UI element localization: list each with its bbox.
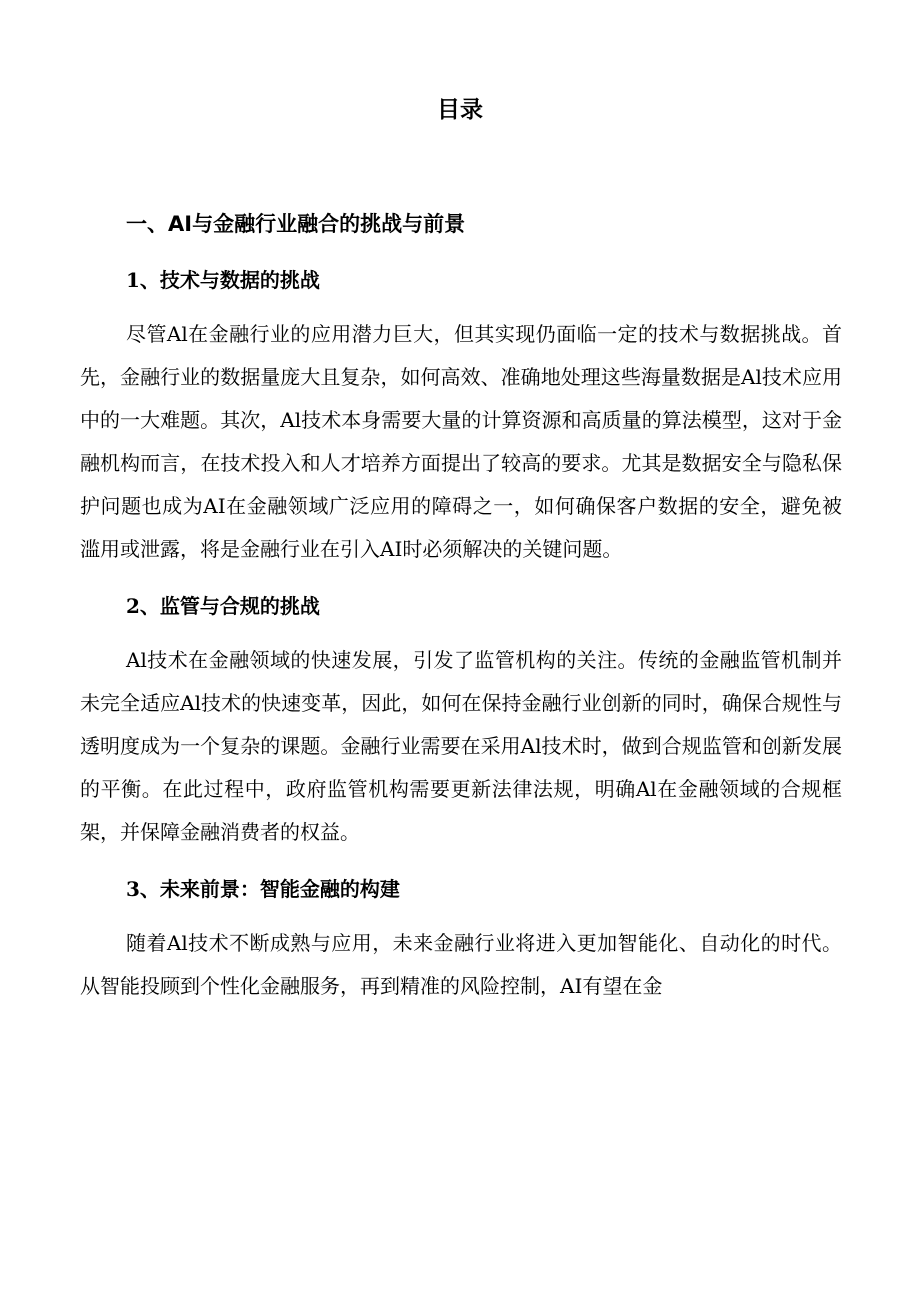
subsection-heading-3: 3、未来前景：智能金融的构建 xyxy=(126,877,400,901)
subsection-heading-2: 2、监管与合规的挑战 xyxy=(126,594,320,618)
document-body xyxy=(80,204,842,1008)
paragraph-2: Al技术在金融领域的快速发展，引发了监管机构的关注。传统的金融监管机制并未完全适应Al技术的快速变革，因此，如何在保持金融行业创新的同时，确保合规性与透明度成为一个复杂的课题。金融行业需要在采用Al技术时，做到合规监管和创新发展的平衡。在此过程中，政府监管机构需要更新法律法规，明确Al在金融领域的合规框架，并保障金融消费者的权益。 xyxy=(80,648,842,844)
paragraph-3: 随着Al技术不断成熟与应用，未来金融行业将进入更加智能化、自动化的时代。从智能投顾到个性化金融服务，再到精准的风险控制，AI有望在金 xyxy=(80,931,842,998)
subsection-heading-1: 1、技术与数据的挑战 xyxy=(126,268,320,292)
paragraph-1: 尽管Al在金融行业的应用潜力巨大，但其实现仍面临一定的技术与数据挑战。首先，金融行业的数据量庞大且复杂，如何高效、准确地处理这些海量数据是Al技术应用中的一大难题。其次，Al技术本身需要大量的计算资源和高质量的算法模型，这对于金融机构而言，在技术投入和人才培养方面提出了较高的要求。尤其是数据安全与隐私保护问题也成为AI在金融领域广泛应用的障碍之一，如何确保客户数据的安全，避免被滥用或泄露，将是金融行业在引入AI时必须解决的关键问题。 xyxy=(80,322,842,561)
page-title: 目录 xyxy=(437,97,483,123)
section-heading: 一、AI与金融行业融合的挑战与前景 xyxy=(126,212,466,236)
